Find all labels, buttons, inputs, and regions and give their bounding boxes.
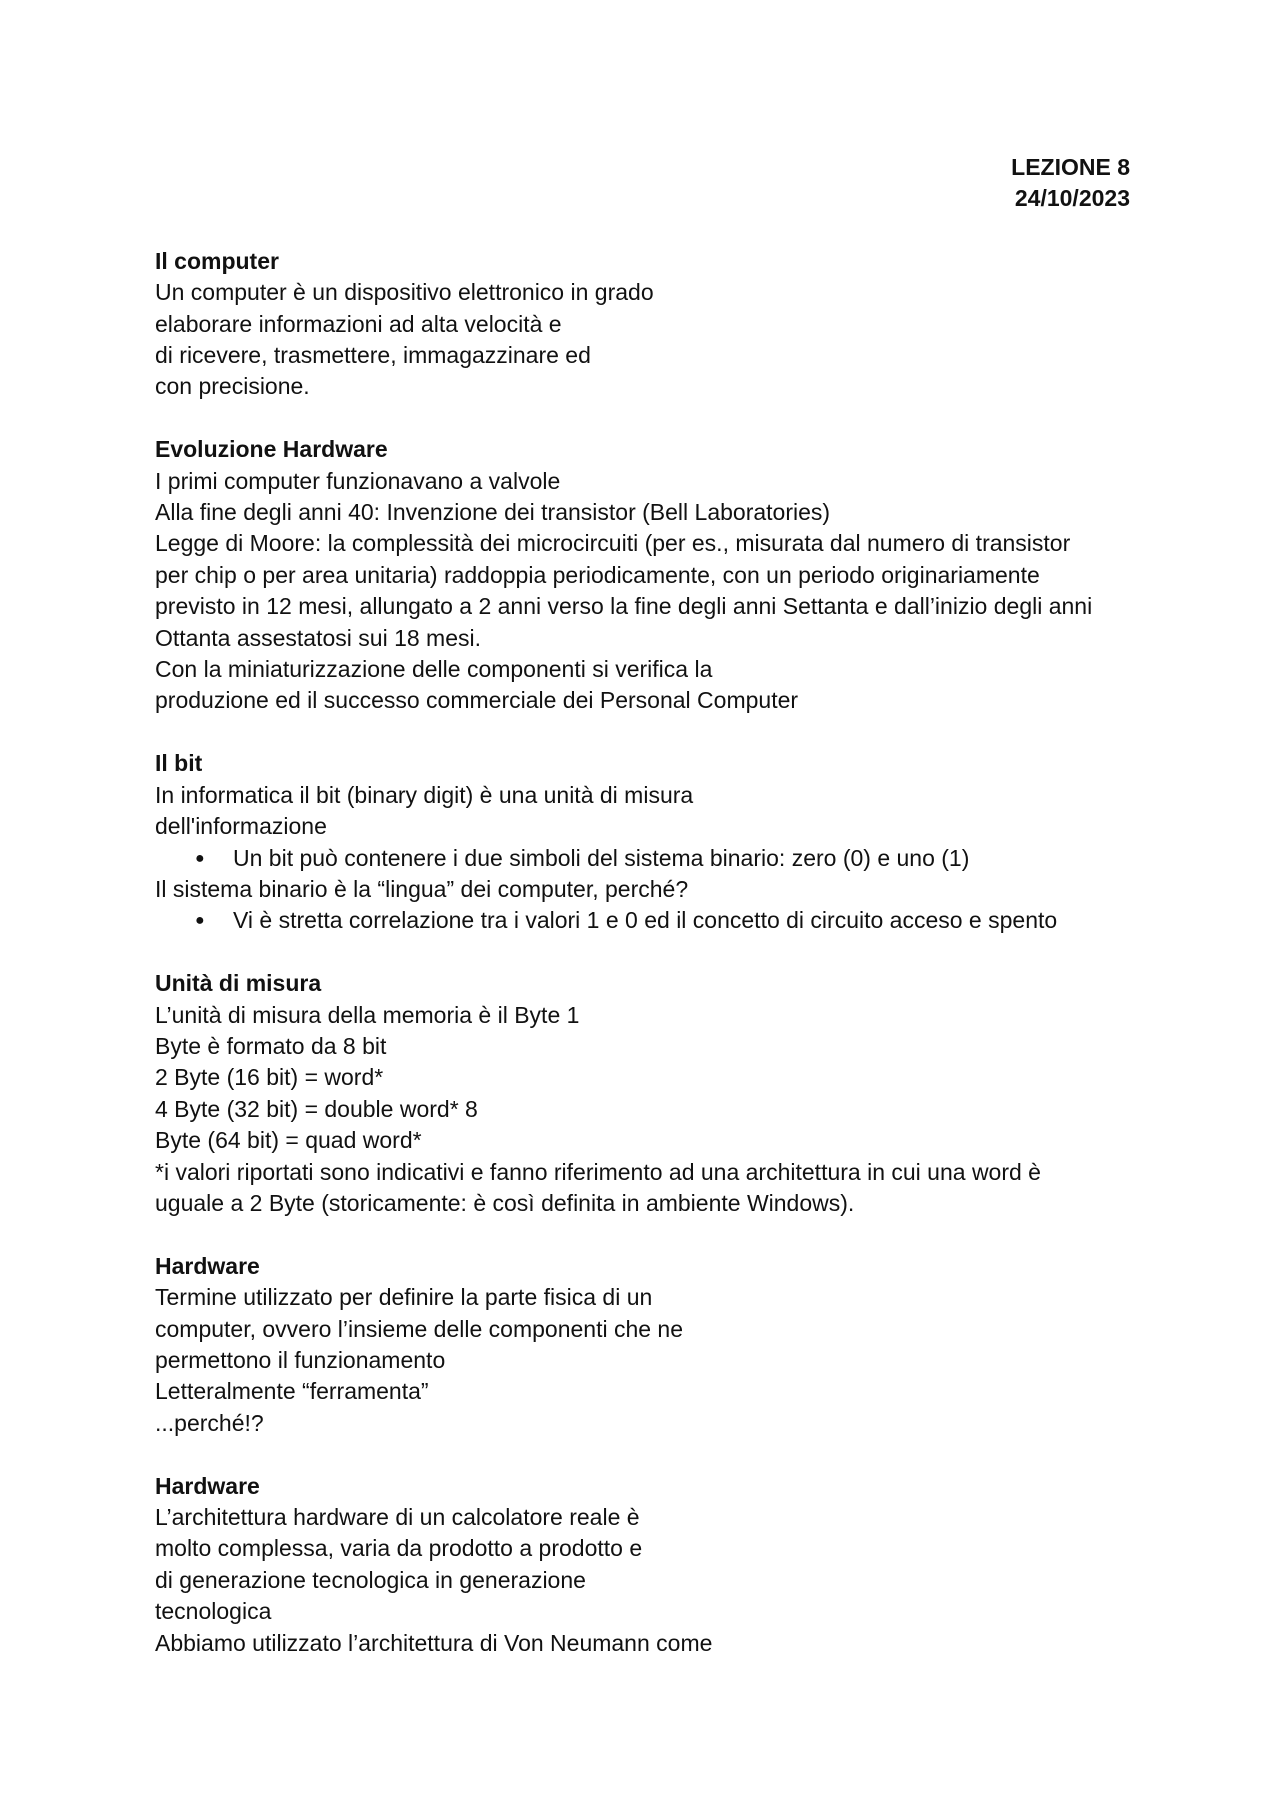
section-title: Unità di misura xyxy=(155,970,322,997)
section-unita-di-misura xyxy=(155,968,1130,1219)
bullet-text: Un bit può contenere i due simboli del sistema binario: zero (0) e uno (1) xyxy=(233,844,970,871)
text-line: I primi computer funzionavano a valvole xyxy=(155,467,561,494)
section-title: Il bit xyxy=(155,750,203,777)
text-line: Ottanta assestatosi sui 18 mesi. xyxy=(155,624,481,651)
lesson-date: 24/10/2023 xyxy=(1014,185,1130,212)
section-title: Il computer xyxy=(155,247,279,274)
text-line: molto complessa, varia da prodotto a prodotto e xyxy=(155,1535,643,1562)
text-line: permettono il funzionamento xyxy=(155,1346,446,1373)
text-line: per chip o per area unitaria) raddoppia periodicamente, con un periodo originariamente xyxy=(155,561,1040,588)
text-line: L’unità di misura della memoria è il Byte 1 xyxy=(155,1001,580,1028)
text-line: 4 Byte (32 bit) = double word* 8 xyxy=(155,1095,478,1122)
text-line: computer, ovvero l’insieme delle componenti che ne xyxy=(155,1315,684,1342)
section-evoluzione-hardware xyxy=(155,434,1130,717)
text-line: Alla fine degli anni 40: Invenzione dei transistor (Bell Laboratories) xyxy=(155,499,831,526)
section-il-bit xyxy=(155,748,1130,936)
bullet-text: Vi è stretta correlazione tra i valori 1 e 0 ed il concetto di circuito acceso e spento xyxy=(233,907,1058,934)
text-line: di ricevere, trasmettere, immagazzinare ed xyxy=(155,342,591,369)
section-computer xyxy=(155,246,1130,403)
text-line: dell'informazione xyxy=(155,813,327,840)
text-line: previsto in 12 mesi, allungato a 2 anni verso la fine degli anni Settanta e dall’inizio degli anni xyxy=(155,593,1093,620)
text-line: Con la miniaturizzazione delle componenti si verifica la xyxy=(155,656,713,683)
text-line: con precisione. xyxy=(155,373,310,400)
text-line: Byte è formato da 8 bit xyxy=(155,1032,387,1059)
bullet-dot-icon: ● xyxy=(195,912,205,930)
text-line: Letteralmente “ferramenta” xyxy=(155,1378,429,1405)
text-line: ...perché!? xyxy=(155,1409,264,1436)
section-title: Hardware xyxy=(155,1252,260,1279)
text-line: Byte (64 bit) = quad word* xyxy=(155,1127,422,1154)
section-hardware-1 xyxy=(155,1251,1130,1439)
text-line: tecnologica xyxy=(155,1598,272,1625)
bullet-item xyxy=(155,843,1130,874)
text-line: 2 Byte (16 bit) = word* xyxy=(155,1064,384,1091)
document-page xyxy=(155,152,1130,1690)
bullet-item xyxy=(155,905,1130,936)
lesson-number: LEZIONE 8 xyxy=(1011,154,1130,180)
document-header xyxy=(155,152,1130,215)
section-title: Hardware xyxy=(155,1472,260,1499)
text-line: In informatica il bit (binary digit) è una unità di misura xyxy=(155,781,694,808)
text-line: Legge di Moore: la complessità dei microcircuiti (per es., misurata dal numero di transistor xyxy=(155,530,1071,557)
text-line: Termine utilizzato per definire la parte fisica di un xyxy=(155,1284,653,1311)
text-line: di generazione tecnologica in generazione xyxy=(155,1566,586,1593)
text-line: L’architettura hardware di un calcolatore reale è xyxy=(155,1503,640,1530)
text-line: Il sistema binario è la “lingua” dei computer, perché? xyxy=(155,875,689,902)
text-line: uguale a 2 Byte (storicamente: è così definita in ambiente Windows). xyxy=(155,1189,855,1216)
section-hardware-2 xyxy=(155,1471,1130,1659)
text-line: Abbiamo utilizzato l’architettura di Von Neumann come xyxy=(155,1629,713,1656)
bullet-dot-icon: ● xyxy=(195,849,205,867)
text-line: *i valori riportati sono indicativi e fanno riferimento ad una architettura in cui una word è xyxy=(155,1158,1041,1185)
section-title: Evoluzione Hardware xyxy=(155,436,388,463)
text-line: elaborare informazioni ad alta velocità e xyxy=(155,310,562,337)
text-line: produzione ed il successo commerciale dei Personal Computer xyxy=(155,687,799,714)
text-line: Un computer è un dispositivo elettronico in grado xyxy=(155,279,654,306)
